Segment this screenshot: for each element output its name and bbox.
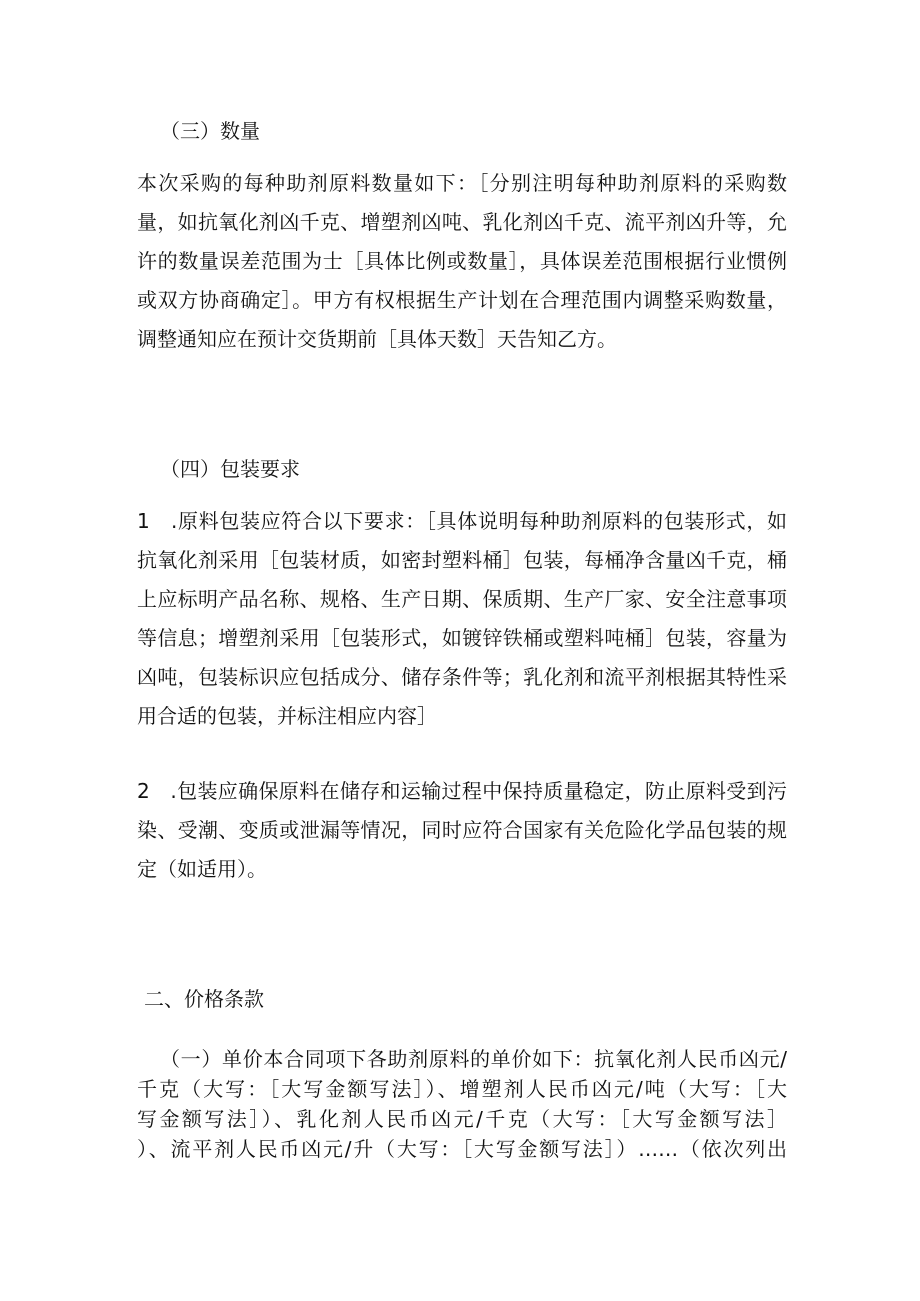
paragraph-line: （一）单价本合同项下各助剂原料的单价如下：抗氧化剂人民币凶元/ (160, 1047, 787, 1071)
paragraph-line: ）、流平剂人民币凶元/升（大写：［大写金额写法］）……（依次列出 (137, 1137, 787, 1161)
paragraph-line: 千克（大写：［大写金额写法］）、增塑剂人民币凶元/吨（大写：［大 (137, 1077, 787, 1101)
packaging-item-2 (137, 772, 787, 889)
paragraph-line: 量，如抗氧化剂凶千克、增塑剂凶吨、乳化剂凶千克、流平剂凶升等，允 (137, 210, 787, 234)
price-paragraph (137, 1044, 787, 1164)
paragraph-line: 2 .包装应确保原料在储存和运输过程中保持质量稳定，防止原料受到污 (137, 779, 787, 803)
paragraph-line: 上应标明产品名称、规格、生产日期、保质期、生产厂家、安全注意事项 (137, 587, 787, 611)
section-heading-packaging: （四）包装要求 (160, 457, 300, 481)
paragraph-line: 抗氧化剂采用［包装材质，如密封塑料桶］包装，每桶净含量凶千克，桶 (137, 548, 787, 572)
quantity-paragraph (137, 164, 787, 359)
paragraph-line: 许的数量误差范围为士［具体比例或数量］，具体误差范围根据行业惯例 (137, 249, 787, 273)
paragraph-line: 写金额写法］）、乳化剂人民币凶元/千克（大写：［大写金额写法］ (137, 1107, 787, 1131)
paragraph-line: 调整通知应在预计交货期前［具体天数］天告知乙方。 (137, 327, 617, 351)
section-heading-price: 二、价格条款 (144, 987, 264, 1011)
paragraph-line: 等信息；增塑剂采用［包装形式，如镀锌铁桶或塑料吨桶］包装，容量为 (137, 626, 787, 650)
paragraph-line: 或双方协商确定］。甲方有权根据生产计划在合理范围内调整采购数量， (137, 288, 787, 312)
paragraph-line: 用合适的包装，并标注相应内容］ (137, 704, 437, 728)
packaging-item-1 (137, 502, 787, 736)
section-heading-quantity: （三）数量 (160, 119, 260, 143)
paragraph-line: 1 .原料包装应符合以下要求：［具体说明每种助剂原料的包装形式，如 (137, 509, 787, 533)
paragraph-line: 凶吨，包装标识应包括成分、储存条件等；乳化剂和流平剂根据其特性采 (137, 665, 787, 689)
paragraph-line: 本次采购的每种助剂原料数量如下：［分别注明每种助剂原料的采购数 (137, 171, 787, 195)
paragraph-line: 定（如适用）。 (137, 857, 267, 881)
paragraph-line: 染、受潮、变质或泄漏等情况，同时应符合国家有关危险化学品包装的规 (137, 818, 787, 842)
